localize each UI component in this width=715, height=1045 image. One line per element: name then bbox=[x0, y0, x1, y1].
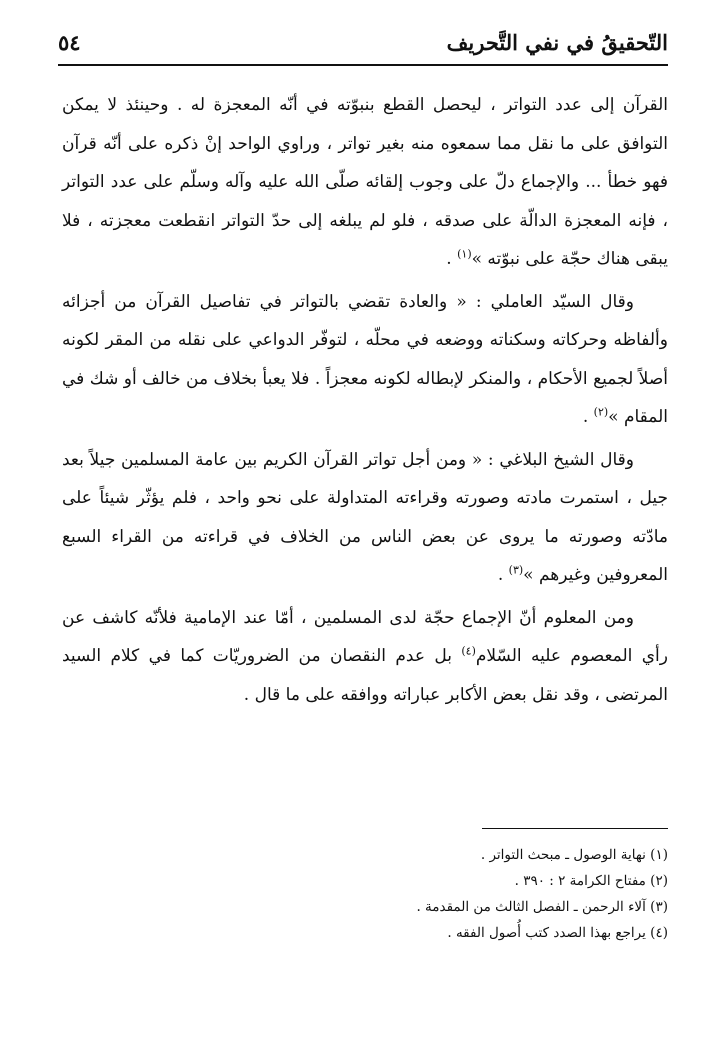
running-title: التّحقيقُ في نفي التَّحريف bbox=[446, 30, 668, 55]
paragraph-text-end: . bbox=[446, 249, 458, 269]
paragraph-text-end: بل عدم النقصان من الضروريّات كما في كلام السيد المرتضى ، وقد نقل بعض الأكابر عباراته ووافقه على ما قال . bbox=[62, 646, 668, 705]
footnote-item: (١) نهاية الوصول ـ مبحث التواتر . bbox=[480, 847, 668, 863]
paragraph-text: وقال الشيخ البلاغي : « ومن أجل تواتر القرآن الكريم بين عامة المسلمين جيلاً بعد جيل ، استمرت مادته وصورته وقراءته المتداولة على نحو واحد ، فلم يؤثّر شيئاً على مادّته وصورته ما يروى عن بعض الناس من الخلاف في قراءته من القراء السبع المعروفين وغيرهم » bbox=[62, 449, 668, 585]
paragraph bbox=[62, 86, 668, 279]
paragraph-text-end: . bbox=[497, 565, 509, 585]
footnote-reference: (٤) bbox=[461, 644, 476, 658]
page-number: ٥٤ bbox=[58, 30, 81, 55]
footnote-divider bbox=[482, 828, 668, 829]
footnote-item: (٢) مفتاح الكرامة ٢ : ٣٩٠ . bbox=[514, 873, 668, 889]
footnote-reference: (٣) bbox=[508, 563, 524, 577]
paragraph-text: وقال السيّد العاملي : « والعادة تقضي بالتواتر في تفاصيل القرآن من أجزائه وألفاظه وحركاته وسكناته ووضعه في محلّه ، لتوفّر الدواعي على نقله من المقر لكونه أصلاً لجميع الأحكام ، والمنكر لإبطاله لكونه معجزاً . فلا يعبأ بخلاف من خالف أو شك في المقام » bbox=[62, 291, 668, 427]
footnote-reference: (١) bbox=[457, 247, 472, 261]
paragraph bbox=[62, 599, 668, 715]
paragraph-text: ومن المعلوم أنّ الإجماع حجّة لدى المسلمين ، أمّا عند الإمامية فلأنّه كاشف عن رأي المعصوم عليه السّلام bbox=[62, 607, 668, 666]
paragraph bbox=[62, 441, 668, 595]
page-header bbox=[58, 26, 668, 66]
footnote-item: (٣) آلاء الرحمن ـ الفصل الثالث من المقدمة . bbox=[416, 899, 668, 915]
paragraph-text-end: . bbox=[582, 407, 594, 427]
paragraph bbox=[62, 283, 668, 437]
footnote-reference: (٢) bbox=[593, 405, 609, 419]
footnotes bbox=[230, 842, 668, 946]
paragraph-text: القرآن إلى عدد التواتر ، ليحصل القطع بنبوّته في أنّه المعجزة له . وحينئذ لا يمكن التوافق على ما نقل مما سمعوه منه بغير تواتر ، وراوي الواحد إنْ ذكره على أنّه قرآن فهو خطأ ... والإجماع دلّ على وجوب إلقائه صلّى الله عليه وآله وسلّم على عدد التواتر ، فإنه المعجزة الدالّة على صدقه ، فلو لم يبلغه إلى حدّ التواتر انقطعت معجزته ، فلا يبقى هناك حجّة على نبوّته » bbox=[62, 95, 668, 269]
footnote-item: (٤) يراجع بهذا الصدد كتب أُصول الفقه . bbox=[447, 925, 668, 941]
main-text bbox=[62, 86, 668, 718]
